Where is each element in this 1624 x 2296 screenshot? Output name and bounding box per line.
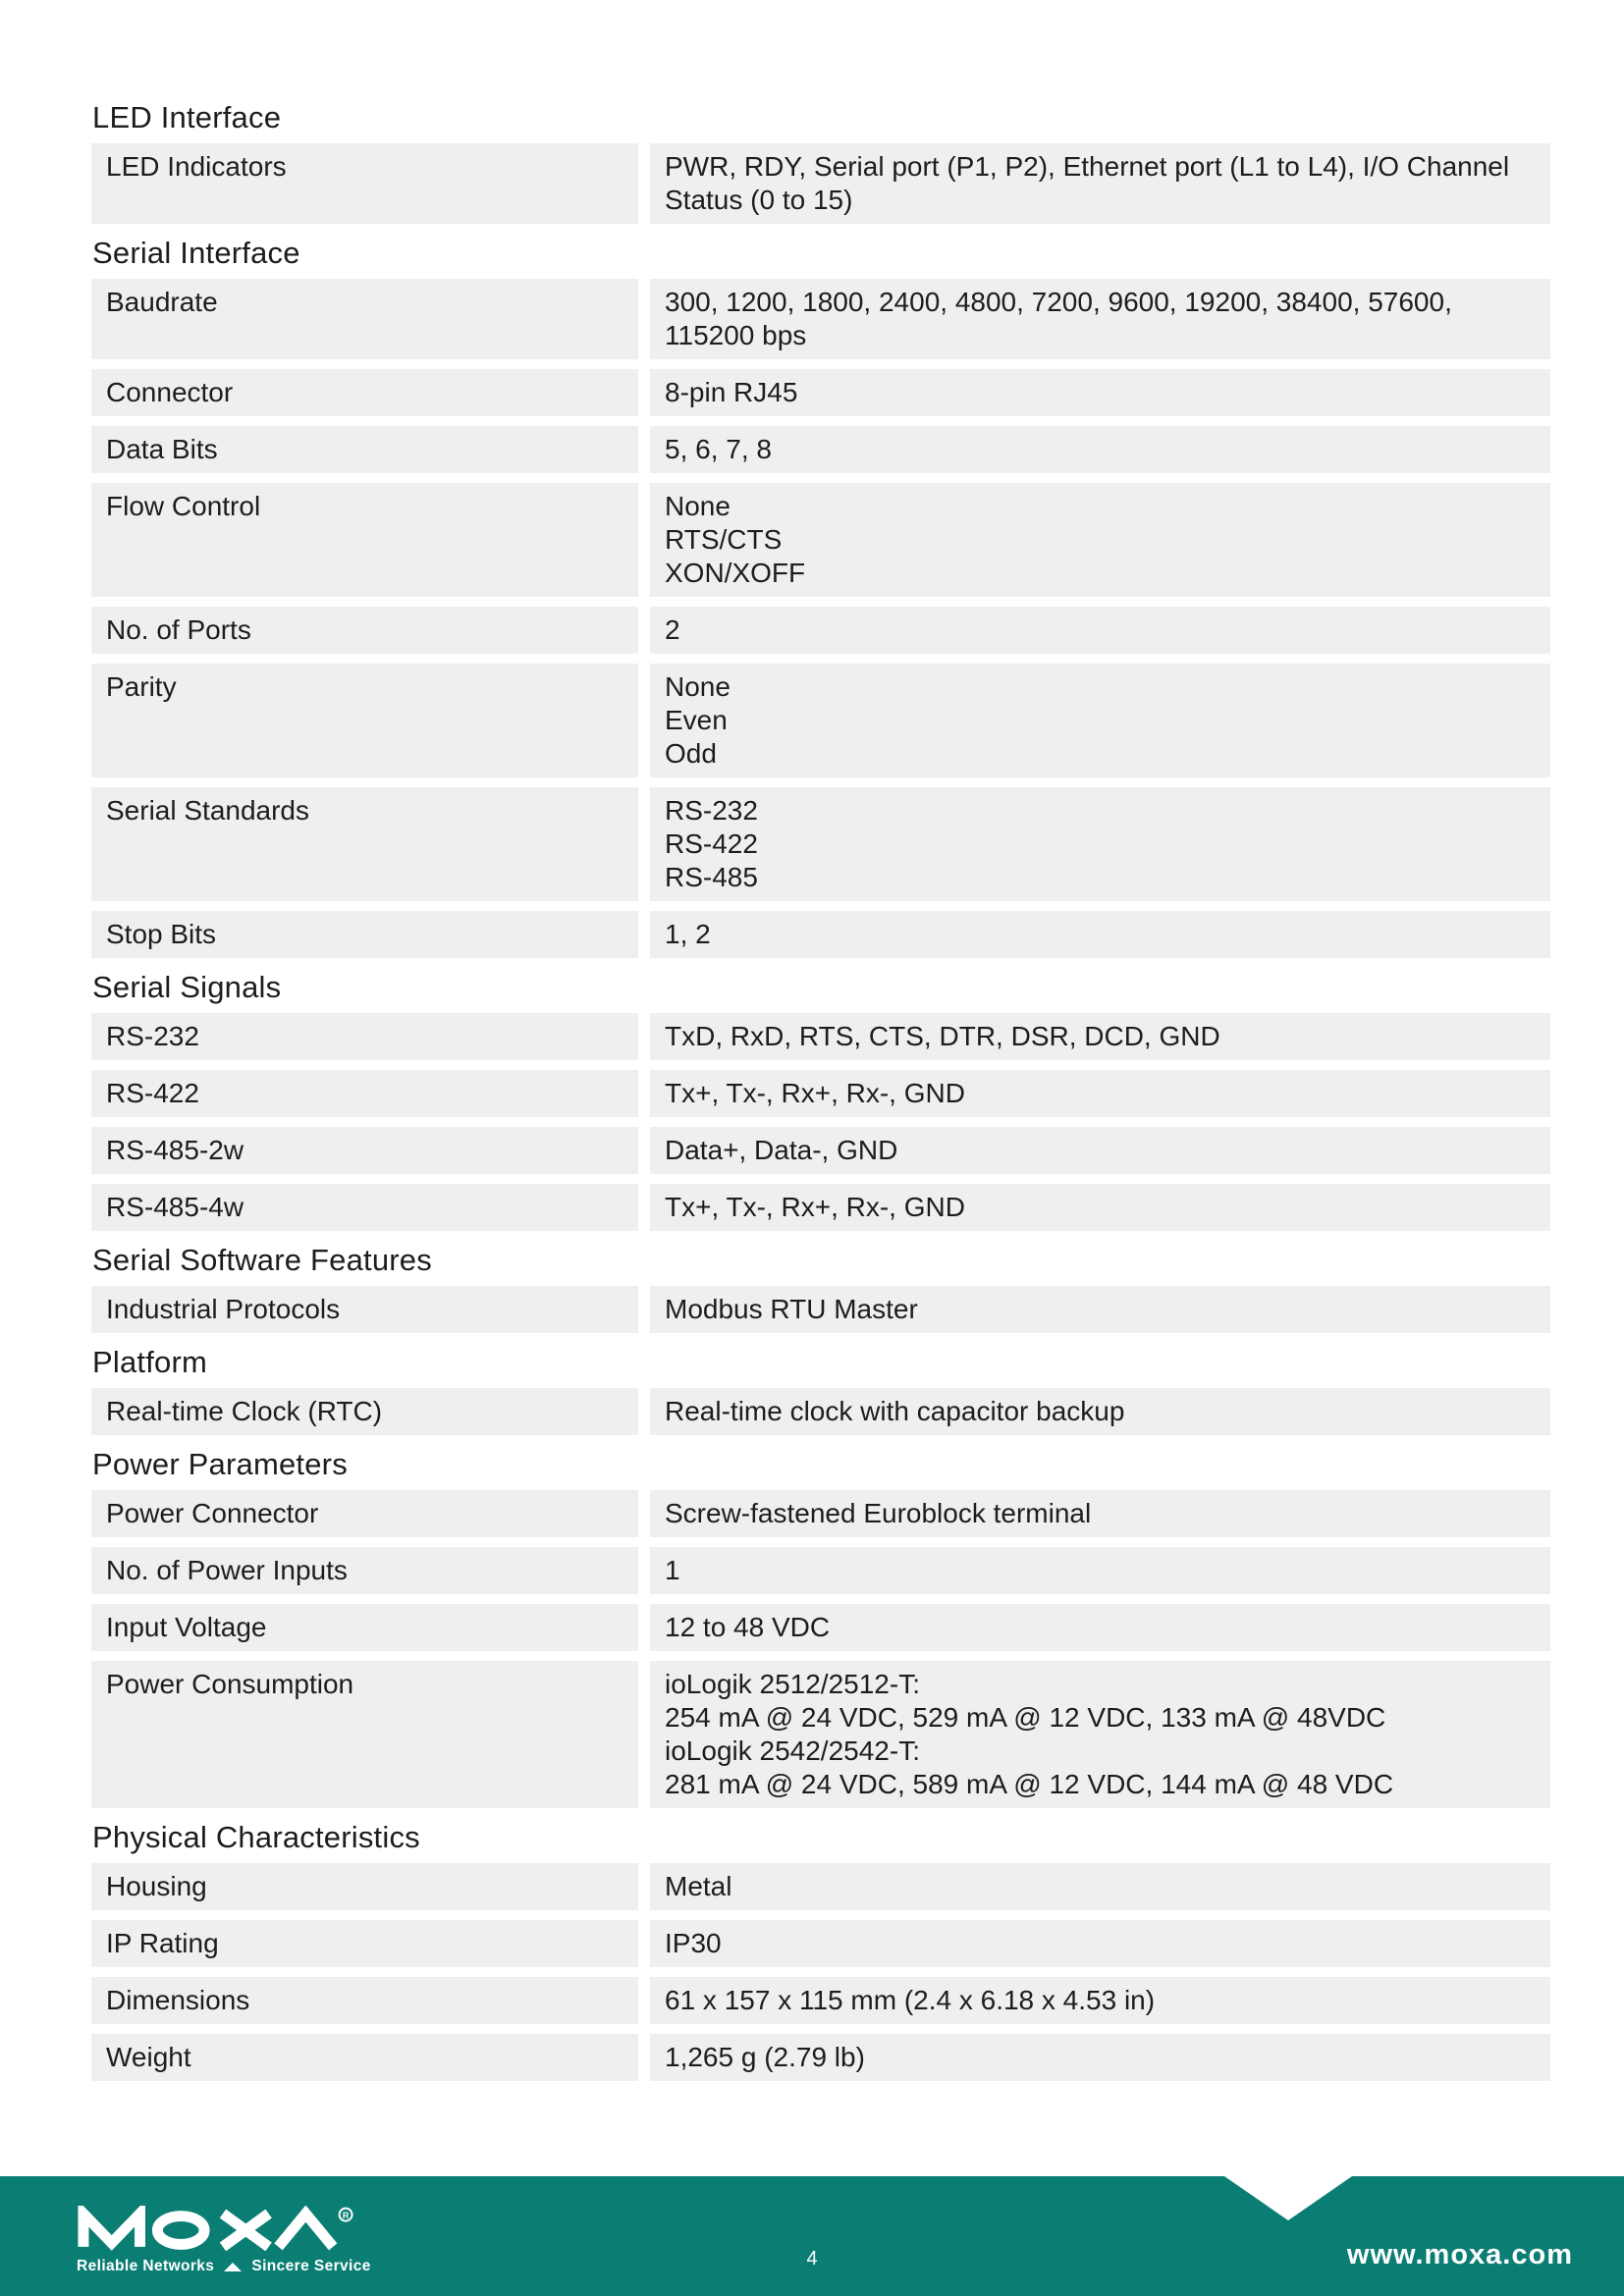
spec-value-line: PWR, RDY, Serial port (P1, P2), Ethernet port (L1 to L4), I/O Channel Status (0 to 15) bbox=[665, 151, 1510, 215]
spec-label: Input Voltage bbox=[91, 1604, 638, 1651]
spec-value-line: 8-pin RJ45 bbox=[665, 377, 798, 407]
spec-value bbox=[650, 1184, 1550, 1231]
spec-value bbox=[650, 1388, 1550, 1435]
section-title: Serial Signals bbox=[92, 970, 282, 1004]
spec-value-line: 61 x 157 x 115 mm (2.4 x 6.18 x 4.53 in) bbox=[665, 1985, 1156, 2015]
spec-value-line: Metal bbox=[665, 1871, 732, 1901]
spec-value bbox=[650, 483, 1550, 597]
spec-row bbox=[91, 483, 1550, 597]
spec-label: Serial Standards bbox=[91, 787, 638, 901]
spec-row bbox=[91, 607, 1550, 654]
tagline-right: Sincere Service bbox=[251, 2258, 371, 2274]
ribbon-notch-icon bbox=[1224, 2176, 1352, 2220]
spec-row bbox=[91, 2034, 1550, 2081]
spec-value bbox=[650, 369, 1550, 416]
spec-value-line: Tx+, Tx-, Rx+, Rx-, GND bbox=[665, 1078, 965, 1108]
moxa-wordmark-icon bbox=[77, 2206, 354, 2251]
spec-row bbox=[91, 911, 1550, 958]
spec-value-line: 1,265 g (2.79 lb) bbox=[665, 2042, 865, 2072]
spec-value-line: None bbox=[665, 671, 731, 702]
spec-value-line: Even bbox=[665, 705, 728, 735]
spec-row bbox=[91, 426, 1550, 473]
spec-value-line: 12 to 48 VDC bbox=[665, 1612, 831, 1642]
page-number: 4 bbox=[806, 2248, 818, 2269]
spec-value-line: 281 mA @ 24 VDC, 589 mA @ 12 VDC, 144 mA @ 48 VDC bbox=[665, 1769, 1394, 1799]
spec-value-line: 300, 1200, 1800, 2400, 4800, 7200, 9600, 19200, 38400, 57600, 115200 bps bbox=[665, 287, 1452, 350]
spec-value-line: Modbus RTU Master bbox=[665, 1294, 918, 1324]
spec-value bbox=[650, 664, 1550, 777]
spec-value-line: 254 mA @ 24 VDC, 529 mA @ 12 VDC, 133 mA @ 48VDC bbox=[665, 1702, 1386, 1733]
spec-value bbox=[650, 1920, 1550, 1967]
section-title: Physical Characteristics bbox=[92, 1820, 420, 1854]
spec-label: Connector bbox=[91, 369, 638, 416]
spec-value-line: Screw-fastened Euroblock terminal bbox=[665, 1498, 1092, 1528]
spec-label: Baudrate bbox=[91, 279, 638, 359]
spec-value bbox=[650, 426, 1550, 473]
spec-value bbox=[650, 1013, 1550, 1060]
spec-value bbox=[650, 1070, 1550, 1117]
spec-label: RS-485-4w bbox=[91, 1184, 638, 1231]
spec-label: Real-time Clock (RTC) bbox=[91, 1388, 638, 1435]
spec-label: Dimensions bbox=[91, 1977, 638, 2024]
spec-row bbox=[91, 1604, 1550, 1651]
spec-label: Stop Bits bbox=[91, 911, 638, 958]
section-title: Power Parameters bbox=[92, 1447, 348, 1481]
spec-label: Flow Control bbox=[91, 483, 638, 597]
spec-row bbox=[91, 787, 1550, 901]
spec-value-line: RS-232 bbox=[665, 795, 758, 826]
spec-value-line: XON/XOFF bbox=[665, 558, 806, 588]
spec-row bbox=[91, 143, 1550, 224]
spec-value-line: None bbox=[665, 491, 731, 521]
spec-value bbox=[650, 1604, 1550, 1651]
spec-value-line: IP30 bbox=[665, 1928, 722, 1958]
spec-value bbox=[650, 143, 1550, 224]
page-footer bbox=[0, 2176, 1624, 2296]
spec-row bbox=[91, 664, 1550, 777]
tagline-left: Reliable Networks bbox=[77, 2258, 215, 2274]
spec-row bbox=[91, 1920, 1550, 1967]
spec-label: RS-485-2w bbox=[91, 1127, 638, 1174]
spec-row bbox=[91, 1661, 1550, 1808]
section-title: LED Interface bbox=[92, 100, 282, 134]
spec-value-line: 5, 6, 7, 8 bbox=[665, 434, 772, 464]
spec-value bbox=[650, 607, 1550, 654]
spec-row bbox=[91, 1388, 1550, 1435]
spec-value-line: RS-422 bbox=[665, 828, 758, 859]
spec-row bbox=[91, 1127, 1550, 1174]
spec-row bbox=[91, 1070, 1550, 1117]
spec-label: LED Indicators bbox=[91, 143, 638, 224]
registered-mark: R bbox=[342, 2211, 350, 2221]
spec-value-line: ioLogik 2542/2542-T: bbox=[665, 1735, 920, 1766]
spec-value bbox=[650, 1863, 1550, 1910]
spec-value bbox=[650, 787, 1550, 901]
spec-value bbox=[650, 1977, 1550, 2024]
spec-value bbox=[650, 2034, 1550, 2081]
section-title: Serial Software Features bbox=[92, 1243, 432, 1277]
spec-value-line: ioLogik 2512/2512-T: bbox=[665, 1669, 920, 1699]
spec-value bbox=[650, 279, 1550, 359]
spec-label: Industrial Protocols bbox=[91, 1286, 638, 1333]
spec-label: IP Rating bbox=[91, 1920, 638, 1967]
spec-label: RS-422 bbox=[91, 1070, 638, 1117]
spec-value-line: RS-485 bbox=[665, 862, 758, 892]
spec-value bbox=[650, 1547, 1550, 1594]
spec-value-line: Real-time clock with capacitor backup bbox=[665, 1396, 1125, 1426]
spec-value-line: Data+, Data-, GND bbox=[665, 1135, 898, 1165]
spec-value-line: 2 bbox=[665, 614, 680, 645]
spec-value-line: 1, 2 bbox=[665, 919, 711, 949]
spec-row bbox=[91, 1184, 1550, 1231]
spec-value bbox=[650, 1127, 1550, 1174]
spec-value bbox=[650, 1286, 1550, 1333]
spec-label: Weight bbox=[91, 2034, 638, 2081]
section-title: Serial Interface bbox=[92, 236, 300, 270]
spec-value bbox=[650, 1661, 1550, 1808]
spec-value bbox=[650, 911, 1550, 958]
spec-label: No. of Ports bbox=[91, 607, 638, 654]
spec-value-line: 1 bbox=[665, 1555, 680, 1585]
spec-value-line: Tx+, Tx-, Rx+, Rx-, GND bbox=[665, 1192, 965, 1222]
spec-row bbox=[91, 1013, 1550, 1060]
spec-row bbox=[91, 1547, 1550, 1594]
spec-label: Power Connector bbox=[91, 1490, 638, 1537]
spec-value-line: Odd bbox=[665, 738, 717, 769]
section-title: Platform bbox=[92, 1345, 208, 1379]
website-link[interactable]: www.moxa.com bbox=[1346, 2239, 1573, 2270]
spec-row bbox=[91, 1286, 1550, 1333]
spec-value bbox=[650, 1490, 1550, 1537]
spec-label: Housing bbox=[91, 1863, 638, 1910]
spec-label: Parity bbox=[91, 664, 638, 777]
spec-row bbox=[91, 369, 1550, 416]
spec-label: No. of Power Inputs bbox=[91, 1547, 638, 1594]
spec-label: Data Bits bbox=[91, 426, 638, 473]
spec-row bbox=[91, 279, 1550, 359]
spec-value-line: TxD, RxD, RTS, CTS, DTR, DSR, DCD, GND bbox=[665, 1021, 1220, 1051]
spec-label: RS-232 bbox=[91, 1013, 638, 1060]
spec-row bbox=[91, 1863, 1550, 1910]
spec-row bbox=[91, 1490, 1550, 1537]
spec-sections bbox=[91, 98, 1550, 2091]
spec-label: Power Consumption bbox=[91, 1661, 638, 1808]
spec-row bbox=[91, 1977, 1550, 2024]
spec-value-line: RTS/CTS bbox=[665, 524, 783, 555]
